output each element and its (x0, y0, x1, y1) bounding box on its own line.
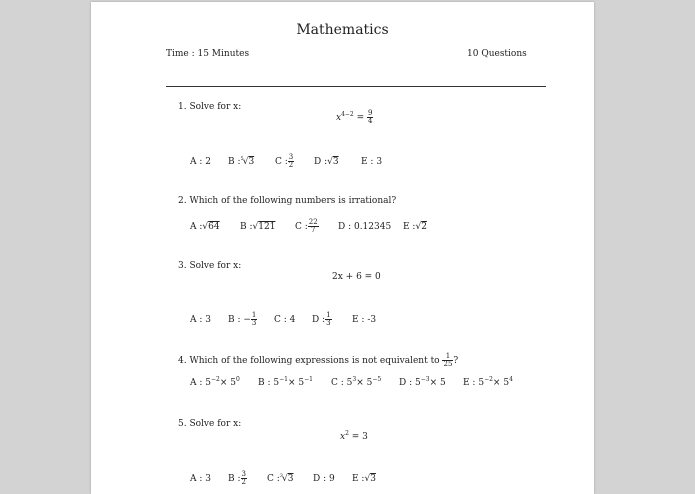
times-term: × 5 (219, 378, 236, 388)
answer-label: E : 5 (463, 378, 485, 388)
fraction-numerator: 1 (251, 311, 257, 319)
fraction-numerator: 3 (241, 470, 246, 478)
question-3 (178, 261, 241, 271)
answer-fraction (241, 471, 247, 486)
root-index: 3 (279, 473, 283, 479)
question-2 (178, 196, 396, 206)
fraction-denominator: 3 (251, 319, 257, 327)
answer-e[interactable] (463, 376, 513, 388)
question-number: 3. (178, 261, 187, 271)
answer-label: A : 5 (190, 378, 211, 388)
answer-e[interactable]: E :√3 (352, 474, 376, 484)
answer-label: B : (228, 157, 241, 167)
fraction-numerator: 1 (326, 311, 331, 319)
exponent: −2 (210, 376, 220, 383)
answer-label: C : 5 (331, 378, 353, 388)
answer-b[interactable]: B :√121 (240, 222, 276, 232)
answer-label: C : (275, 157, 288, 167)
answer-label: E : (403, 222, 416, 232)
answer-d[interactable] (399, 376, 463, 388)
question-prompt: Solve for x: (189, 102, 242, 112)
question-number: 1. (178, 102, 187, 112)
equation-exponent: 2 (345, 430, 349, 437)
question-number: 5. (178, 419, 187, 429)
fraction-denominator: 4 (368, 117, 373, 125)
question-1-equation: $x^{4-2}$ = $\frac{9}{4}$ (336, 109, 373, 125)
question-5-equation (340, 430, 368, 442)
radicand: 121 (258, 222, 276, 232)
time-label: Time : 15 Minutes (166, 49, 250, 59)
exponent: 4 (509, 376, 513, 383)
answer-fraction (288, 154, 294, 169)
answer-label: D : (312, 315, 326, 325)
answer-fraction (308, 219, 319, 234)
answer-fraction (325, 312, 331, 327)
answer-b[interactable]: B :5√3 (228, 156, 255, 167)
answer-a[interactable]: A : 3 (190, 315, 211, 325)
fraction-numerator: 9 (368, 109, 373, 117)
fraction-denominator: 2 (241, 478, 246, 486)
question-prompt: Solve for x: (189, 419, 242, 429)
answer-label: E : (352, 474, 365, 484)
header-divider (166, 86, 546, 87)
answer-label: C : (295, 222, 308, 232)
equation-variable: x (336, 113, 342, 123)
answer-a[interactable]: A : 2 (190, 157, 211, 167)
answer-d[interactable]: D : 0.12345 (338, 222, 392, 232)
question-5-answers (190, 471, 376, 486)
answer-c[interactable]: C : 4 (274, 315, 296, 325)
answer-label: D : 5 (399, 378, 421, 388)
prompt-fraction (442, 353, 453, 368)
answer-e[interactable]: E : -3 (352, 315, 377, 325)
answer-a[interactable]: A :√64 (190, 222, 220, 232)
radicand: 2 (421, 222, 427, 232)
answer-d[interactable]: D : 9 (313, 474, 335, 484)
answer-c[interactable] (295, 219, 338, 234)
exponent: −3 (420, 376, 430, 383)
times-term: × 5 (429, 378, 446, 388)
radicand: 64 (208, 222, 220, 232)
question-1 (178, 102, 241, 112)
answer-a[interactable] (190, 376, 258, 388)
fraction-denominator: 2 (288, 161, 294, 169)
fraction-denominator: 7 (311, 226, 316, 234)
fraction-numerator: 3 (288, 153, 294, 161)
questions-count-label: 10 Questions (467, 49, 527, 59)
answer-c[interactable] (275, 154, 314, 169)
question-prompt: Which of the following numbers is irrational? (189, 196, 397, 206)
fraction-numerator: 1 (442, 353, 453, 361)
radicand: 3 (332, 157, 339, 167)
equation-exponent: 4−2 (341, 111, 354, 118)
radicand: 3 (287, 474, 294, 484)
exponent: −1 (304, 376, 313, 383)
answer-d[interactable] (312, 312, 352, 327)
fraction-denominator: 3 (326, 319, 331, 327)
question-3-answers (190, 312, 376, 327)
exponent: 3 (352, 376, 357, 383)
times-term: × 5 (356, 378, 373, 388)
question-4-answers (190, 376, 513, 388)
question-number: 4. (178, 356, 187, 366)
answer-label: C : (267, 474, 280, 484)
fraction-numerator: 22 (308, 218, 318, 226)
question-2-answers (190, 219, 427, 234)
answer-label: B : − (228, 315, 251, 325)
answer-b[interactable] (228, 312, 274, 327)
answer-label: D : (314, 157, 328, 167)
answer-e[interactable]: E : 3 (361, 157, 383, 167)
times-term: × 5 (492, 378, 510, 388)
document-title: Mathematics (296, 22, 389, 38)
answer-b[interactable] (258, 376, 331, 388)
answer-fraction (251, 312, 257, 327)
question-number: 2. (178, 196, 187, 206)
answer-e[interactable]: E :√2 (403, 222, 427, 232)
equation-fraction (367, 110, 373, 125)
question-prompt: Which of the following expressions is not equivalent to (189, 356, 440, 366)
answer-label: B : (228, 474, 241, 484)
question-5 (178, 419, 241, 429)
question-4 (178, 353, 458, 368)
exponent: −5 (372, 376, 382, 383)
question-1-answers (190, 154, 382, 169)
answer-d[interactable]: D :√3 (314, 157, 339, 167)
equation-variable: x (340, 432, 346, 442)
answer-label: B : (240, 222, 253, 232)
radicand: 3 (248, 157, 255, 167)
document-page (91, 2, 594, 494)
question-prompt: Solve for x: (189, 261, 242, 271)
answer-c[interactable] (331, 376, 399, 388)
answer-label: A : (190, 222, 203, 232)
answer-label: B : 5 (258, 378, 280, 388)
radicand: 3 (370, 474, 376, 484)
root-index: 5 (240, 156, 244, 162)
fraction-denominator: 25 (443, 360, 453, 368)
exponent: −1 (279, 376, 288, 383)
exponent: 0 (235, 376, 240, 383)
question-3-equation: 2x + 6 = 0 (332, 272, 381, 282)
exponent: −2 (484, 376, 493, 383)
prompt-suffix: ? (453, 356, 459, 366)
times-term: × 5 (287, 378, 305, 388)
answer-c[interactable]: C :3√3 (267, 473, 294, 484)
equation-rhs: = 3 (348, 432, 368, 442)
answer-a[interactable]: A : 3 (190, 474, 211, 484)
answer-b[interactable] (228, 471, 267, 486)
